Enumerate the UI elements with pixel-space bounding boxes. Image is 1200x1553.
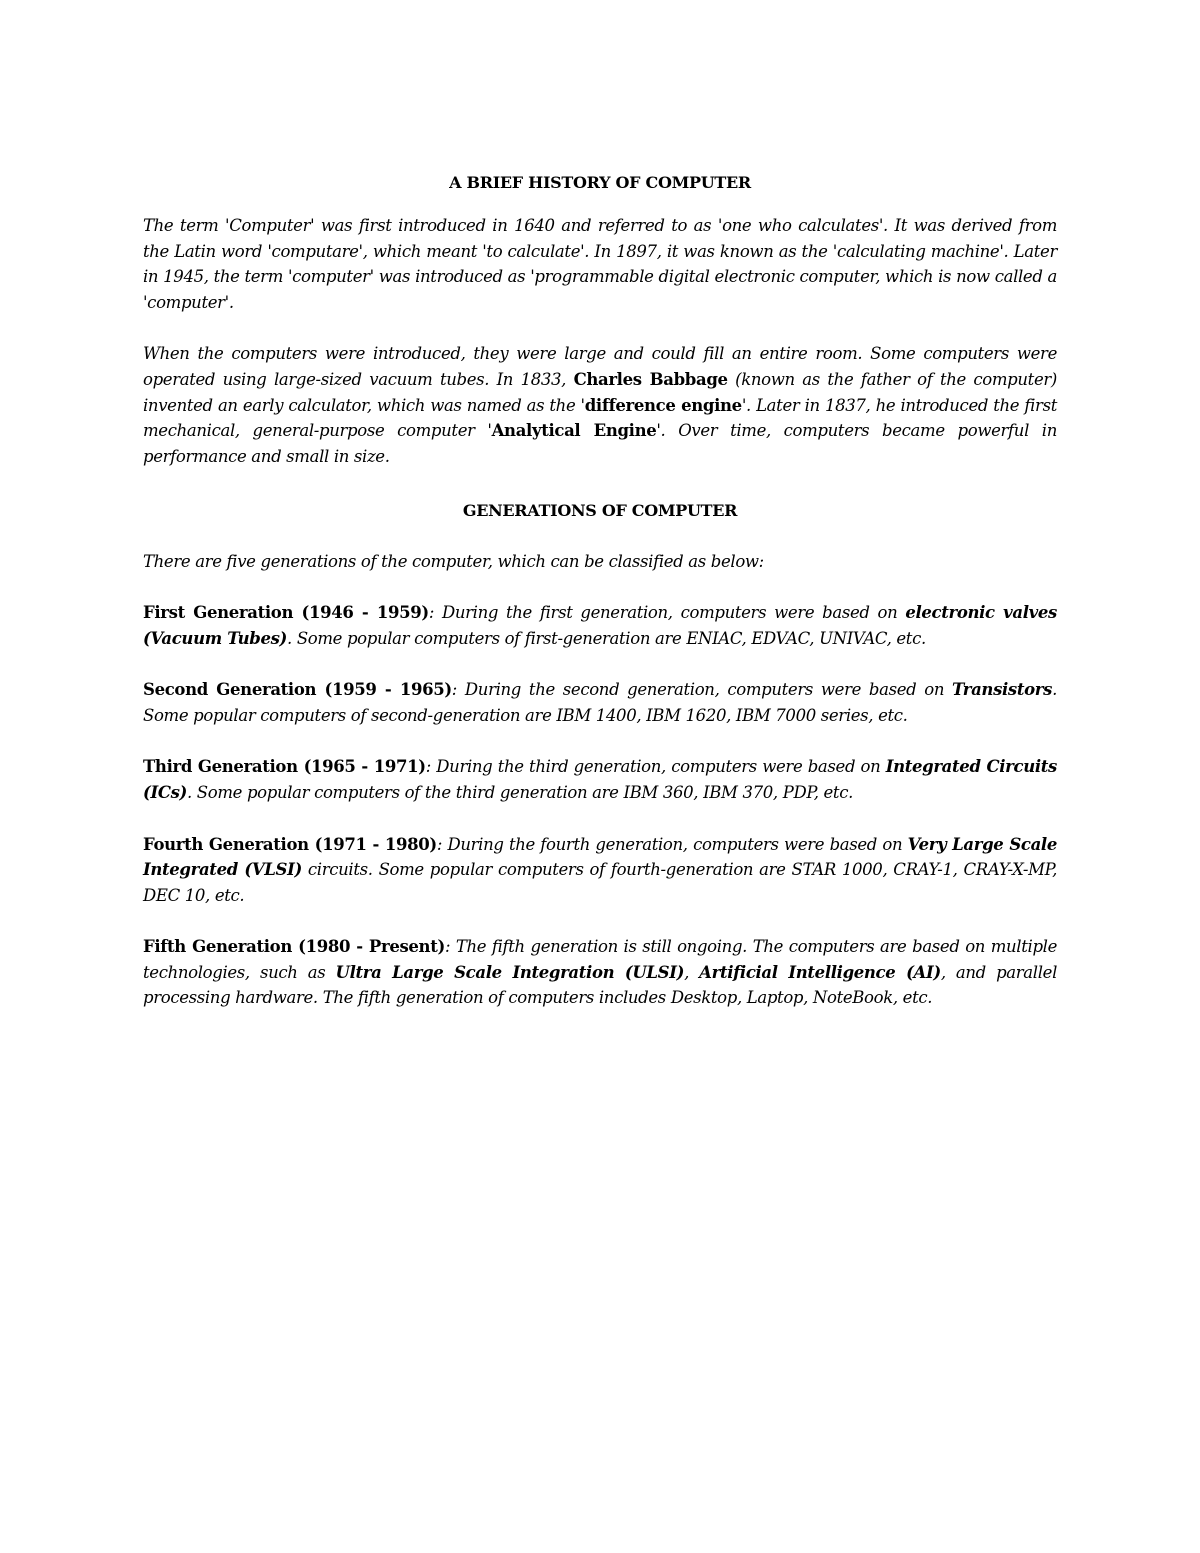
generation-1-text1: During the first generation, computers were based on [434,602,906,622]
section-intro: There are five generations of the computer, which can be classified as below: [143,552,764,572]
section-heading: GENERATIONS OF COMPUTER [462,501,738,521]
charles-babbage: Charles Babbage [573,369,728,389]
generation-2-colon: : [451,680,458,700]
generation-1-text2: . Some popular computers of first-generation are ENIAC, EDVAC, UNIVAC, etc. [287,628,926,648]
generation-5-label: Fifth Generation (1980 - Present) [143,937,445,957]
generation-3-tech: Integrated Circuits (ICs) [143,757,1057,802]
analytical-engine: Analytical Engine [491,421,657,441]
generation-2 [143,677,1057,728]
generation-3 [143,754,1057,805]
intro-p2-part2: (known as the father of the computer) invented an early calculator, which was named as the ' [143,369,1057,415]
intro-paragraph-1: The term 'Computer' was first introduced in 1640 and referred to as 'one who calculates'. It was derived from the Latin word 'computare', which meant 'to calculate'. In 1897, it was known as the 'calculating machine'. Later in 1945, the term 'computer' was introduced as 'programmable digital electronic computer, which is now called a 'computer'. [143,216,1057,312]
generation-1-colon: : [428,602,435,622]
generation-1 [143,600,1057,651]
generation-1-tech: electronic valves (Vacuum Tubes) [143,602,1057,648]
generation-4-tech: Very Large Scale Integrated (VLSI) [143,834,1058,880]
generation-3-colon: : [425,757,431,777]
generation-5-colon: : [444,937,451,957]
generation-2-tech: Transistors [952,680,1053,700]
intro-p2-part4: '. Over time, computers became powerful in performance and small in size. [143,421,1057,466]
generation-1-label: First Generation (1946 - 1959) [143,602,429,622]
generation-5-text2: , and parallel processing hardware. The fifth generation of computers includes Desktop, Laptop, NoteBook, etc. [143,962,1057,1008]
generation-5-text1: The fifth generation is still ongoing. The computers are based on multiple technologies, such as [143,937,1057,982]
generation-3-text1: During the third generation, computers were based on [430,757,886,777]
difference-engine: difference engine [584,395,742,415]
document-page [143,168,1057,1011]
generation-5 [143,934,1057,1011]
generation-4 [143,832,1057,909]
generation-2-text1: During the second generation, computers were based on [457,680,953,700]
generation-4-label: Fourth Generation (1971 - 1980) [143,834,437,854]
generation-5-tech: Ultra Large Scale Integration (ULSI) [335,962,685,982]
generation-4-colon: : [436,834,443,854]
generation-3-text2: . Some popular computers of the third generation are IBM 360, IBM 370, PDP, etc. [187,782,853,802]
intro-paragraph-2 [143,341,1057,469]
generation-2-label: Second Generation (1959 - 1965) [143,680,452,700]
intro-p2-part3: '. Later in 1837, he introduced the first mechanical, general-purpose computer ' [143,395,1057,441]
generation-4-text2: circuits. Some popular computers of fourth-generation are STAR 1000, CRAY-1, CRAY-X-MP, DEC 10, etc. [143,860,1057,905]
generation-5-tech2: Artificial Intelligence (AI) [699,962,941,982]
generation-5-sep: , [684,962,700,982]
generation-3-label: Third Generation (1965 - 1971) [143,757,426,777]
generation-4-text1: During the fourth generation, computers were based on [442,834,908,854]
generation-2-text2: . Some popular computers of second-generation are IBM 1400, IBM 1620, IBM 7000 series, etc. [143,680,1057,725]
intro-p2-part1: When the computers were introduced, they were large and could fill an entire room. Some computers were operated using large-sized vacuum tubes. In 1833, [143,344,1057,389]
document-title: A BRIEF HISTORY OF COMPUTER [449,173,751,192]
